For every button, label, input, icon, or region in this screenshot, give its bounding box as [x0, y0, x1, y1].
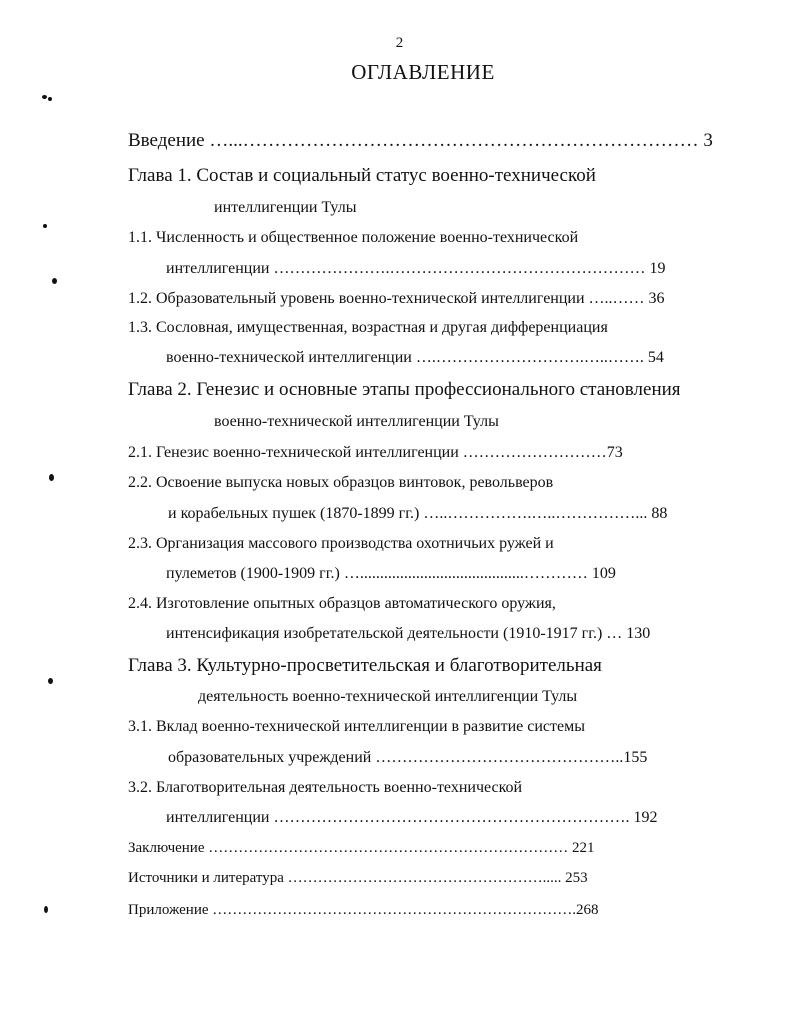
toc-section-3-2: 3.2. Благотворительная деятельность военно-технической	[128, 779, 523, 796]
toc-section-1-1-cont: интеллигенции ………………….………………………………………… 19	[166, 260, 666, 277]
scan-speck-mark	[42, 95, 47, 99]
scan-speck-mark	[43, 224, 47, 228]
toc-section-2-2-cont: и корабельных пушек (1870-1899 гг.) …..…………….…..……………... 88	[168, 505, 668, 522]
page-title: ОГЛАВЛЕНИЕ	[351, 60, 495, 84]
toc-section-3-1-cont: образовательных учреждений ………………………………………..155	[168, 749, 648, 766]
toc-section-1-3: 1.3. Сословная, имущественная, возрастная и другая дифференциация	[128, 319, 608, 336]
toc-section-2-4: 2.4. Изготовление опытных образцов автоматического оружия,	[128, 595, 556, 612]
toc-section-2-1: 2.1. Генезис военно-технической интеллигенции ………………………73	[128, 444, 623, 461]
toc-section-2-3-cont: пулеметов (1900-1909 гг.) ….........................................………… 109	[166, 565, 616, 582]
toc-section-3-2-cont: интеллигенции …………………………………………………………. 192	[166, 809, 658, 826]
toc-chapter-2-cont: военно-технической интеллигенции Тулы	[214, 413, 499, 430]
scan-speck-mark	[52, 278, 57, 284]
scan-speck-mark	[48, 97, 52, 101]
toc-section-2-4-cont: интенсификация изобретательской деятельности (1910-1917 гг.) … 130	[166, 625, 651, 642]
toc-chapter-1-cont: интеллигенции Тулы	[214, 199, 357, 216]
scan-speck-mark	[48, 678, 53, 684]
toc-sources: Источники и литература ……………………………………………..... 253	[128, 870, 588, 886]
toc-section-3-1: 3.1. Вклад военно-технической интеллигенции в развитие системы	[128, 718, 585, 735]
page-number: 2	[395, 35, 404, 51]
toc-chapter-3: Глава 3. Культурно-просветительская и благотворительная	[128, 655, 602, 676]
scan-speck-mark	[49, 474, 54, 481]
toc-conclusion: Заключение ……………………………………………………………… 221	[128, 840, 595, 856]
toc-entry-introduction: Введение …...……………………………………………………………… 3	[128, 130, 713, 151]
toc-chapter-3-cont: деятельность военно-технической интеллигенции Тулы	[198, 688, 578, 705]
toc-chapter-1: Глава 1. Состав и социальный статус военно-технической	[128, 165, 596, 186]
toc-section-1-3-cont: военно-технической интеллигенции ….……………………….…..……. 54	[166, 349, 664, 366]
toc-section-1-1: 1.1. Численность и общественное положение военно-технической	[128, 229, 579, 246]
scan-speck-mark	[44, 906, 48, 913]
toc-section-1-2: 1.2. Образовательный уровень военно-технической интеллигенции …..…… 36	[128, 290, 665, 307]
toc-appendix: Приложение ……………………………………………………………….268	[128, 902, 599, 918]
toc-section-2-3: 2.3. Организация массового производства охотничьих ружей и	[128, 535, 554, 552]
toc-section-2-2: 2.2. Освоение выпуска новых образцов винтовок, револьверов	[128, 474, 554, 491]
toc-chapter-2: Глава 2. Генезис и основные этапы профессионального становления	[128, 379, 681, 400]
